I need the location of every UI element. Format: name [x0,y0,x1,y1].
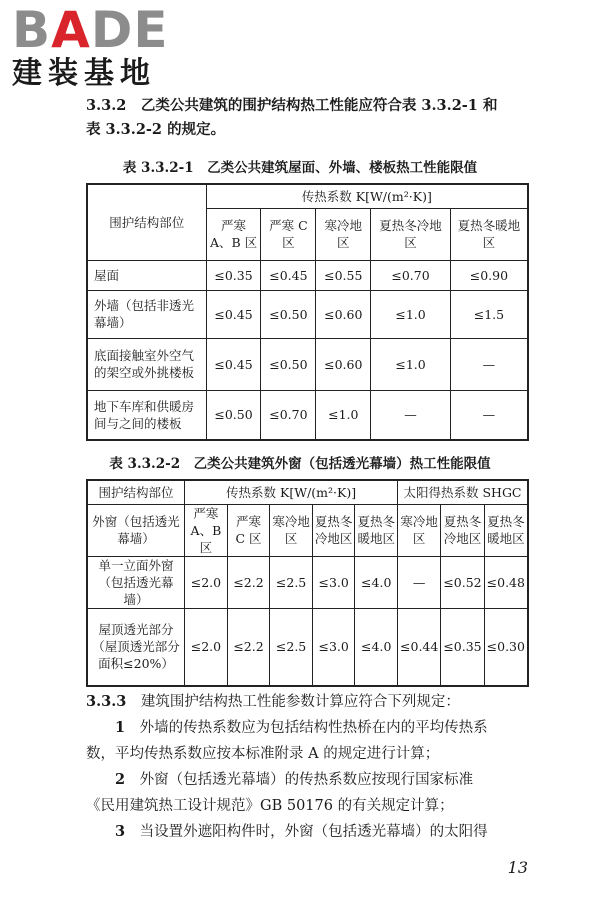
page-number: 13 [507,858,528,877]
table2-caption: 表 3.3.2-2 乙类公共建筑外窗（包括透光幕墙）热工性能限值 [109,456,491,472]
table1-col-header: 寒冷地区 [316,208,371,260]
table-cell: ≤1.0 [371,338,451,390]
table-row [87,608,528,686]
clause-3-3-3-title: 建筑围护结构热工性能参数计算应符合下列规定： [140,694,460,710]
table2-col-header: 严寒 A、B 区 [185,504,228,556]
table1-col-header: 严寒 A、B 区 [206,208,261,260]
table1-row-label: 屋面 [87,260,206,290]
table-cell: ≤0.90 [450,260,528,290]
table-cell: — [398,556,441,608]
logo-letters-de: DE [90,1,169,59]
table-cell: — [371,390,451,440]
table-cell: ≤3.0 [312,556,355,608]
table2-row-label: 屋顶透光部分（屋顶透光部分面积≤20%） [87,608,185,686]
item-text: 当设置外遮阳构件时，外窗（包括透光幕墙）的太阳得 [139,824,488,840]
table-cell: ≤2.2 [227,556,270,608]
table-cell: ≤4.0 [355,608,398,686]
table-row [87,260,528,290]
table1-row-header: 围护结构部位 [87,184,206,260]
table-cell: ≤4.0 [355,556,398,608]
table-cell: ≤0.44 [398,608,441,686]
table-cell: ≤1.5 [450,290,528,338]
table-cell: ≤0.55 [316,260,371,290]
table-cell: ≤1.0 [371,290,451,338]
table-cell: ≤0.70 [371,260,451,290]
table1-col-header: 夏热冬冷地区 [371,208,451,260]
table-cell: ≤2.5 [270,556,313,608]
item-text: 外墙的传热系数应为包括结构性热桥在内的平均传热系 [139,720,488,736]
clause-3-3-2-text-line1: 乙类公共建筑的围护结构热工性能应符合表 3.3.2-1 和 [140,97,498,114]
table-row [87,290,528,338]
item-number: 3 [115,823,126,840]
table2-col-header: 严寒 C 区 [227,504,270,556]
table-cell: ≤0.60 [316,338,371,390]
table-cell: ≤0.50 [261,290,316,338]
table-cell: ≤1.0 [316,390,371,440]
table-cell: ≤0.60 [316,290,371,338]
clause-3-3-2 [86,94,546,142]
table2-col-header: 夏热冬暖地区 [484,504,528,556]
table-cell: ≤2.0 [185,608,228,686]
item-number: 2 [115,771,126,788]
table1-caption: 表 3.3.2-1 乙类公共建筑屋面、外墙、楼板热工性能限值 [122,160,478,176]
table-cell: ≤0.52 [441,556,484,608]
table2-col-header: 夏热冬冷地区 [312,504,355,556]
table-row [87,390,528,440]
table2-col-header: 寒冷地区 [398,504,441,556]
table1-col-header: 夏热冬暖地区 [450,208,528,260]
table-cell: ≤0.48 [484,556,528,608]
table2-row-label: 单一立面外窗（包括透光幕墙） [87,556,185,608]
table2-col-header: 寒冷地区 [270,504,313,556]
clause-3-3-3 [86,689,546,845]
logo-accent-letter: A [51,1,91,59]
clause-3-3-3-number: 3.3.3 [86,693,127,710]
table1-row-label: 底面接触室外空气的架空或外挑楼板 [87,338,206,390]
table2-row-header: 围护结构部位 [87,480,185,504]
table-row [87,556,528,608]
item-number: 1 [115,719,126,736]
table-cell: ≤0.45 [206,290,261,338]
table-cell: ≤2.0 [185,556,228,608]
table-cell: ≤0.45 [206,338,261,390]
logo-wordmark [12,1,182,59]
item-text-continuation: 《民用建筑热工设计规范》GB 50176 的有关规定计算； [86,798,454,814]
table-row [87,338,528,390]
table-cell: — [450,390,528,440]
list-item [86,767,546,793]
clause-3-3-2-number: 3.3.2 [86,97,127,114]
bade-logo [12,1,182,92]
table1-row-label: 地下车库和供暖房间与之间的楼板 [87,390,206,440]
logo-letter-b: B [12,1,52,59]
item-text-continuation: 数，平均传热系数应按本标准附录 A 的规定进行计算； [86,746,440,762]
table2-col-header: 夏热冬暖地区 [355,504,398,556]
table-cell: ≤0.35 [441,608,484,686]
table-cell: ≤0.70 [261,390,316,440]
table-cell: ≤3.0 [312,608,355,686]
table1-group-header: 传热系数 K[W/(m²·K)] [206,184,528,208]
table-cell: — [450,338,528,390]
list-item [86,819,546,845]
table-cell: ≤2.5 [270,608,313,686]
table-cell: ≤0.50 [261,338,316,390]
table-3-3-2-2 [86,479,529,687]
item-text: 外窗（包括透光幕墙）的传热系数应按现行国家标准 [139,772,474,788]
table1-col-header: 严寒 C 区 [261,208,316,260]
table-cell: ≤0.50 [206,390,261,440]
table2-group-k: 传热系数 K[W/(m²·K)] [185,480,398,504]
table2-group-shgc: 太阳得热系数 SHGC [398,480,528,504]
table-3-3-2-1 [86,183,529,441]
table-cell: ≤0.35 [206,260,261,290]
table1-row-label: 外墙（包括非透光幕墙） [87,290,206,338]
table-cell: ≤0.30 [484,608,528,686]
clause-3-3-2-text-line2: 表 3.3.2-2 的规定。 [86,121,226,138]
table2-col-header: 夏热冬冷地区 [441,504,484,556]
logo-chinese-text: 建装基地 [12,56,156,91]
table-cell: ≤2.2 [227,608,270,686]
table2-sub-label: 外窗（包括透光幕墙） [87,504,185,556]
table-cell: ≤0.45 [261,260,316,290]
list-item [86,715,546,741]
